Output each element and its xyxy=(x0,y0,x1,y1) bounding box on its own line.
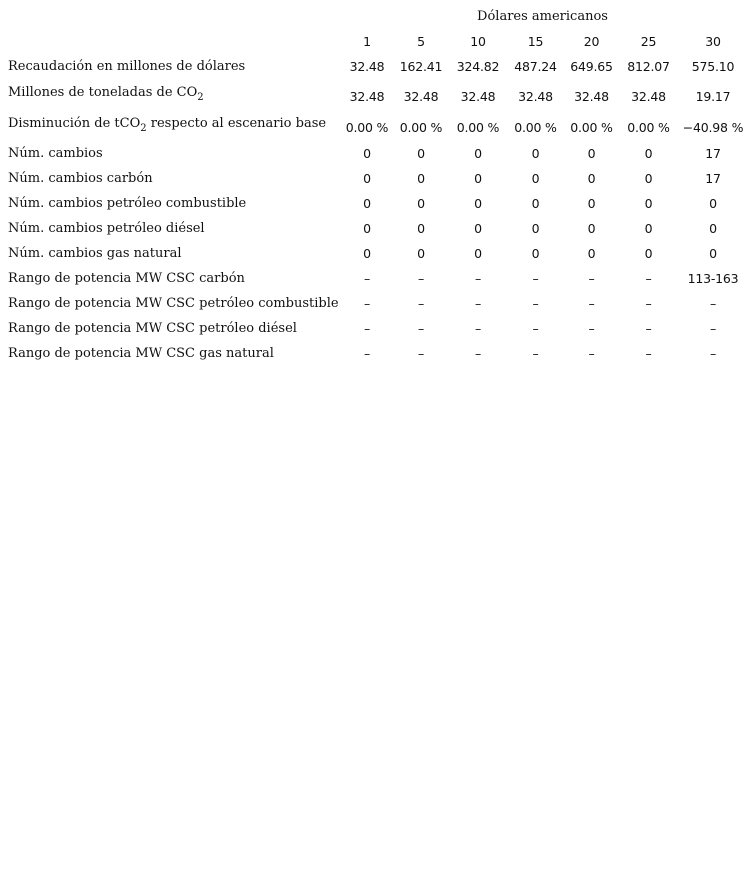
table-cell: – xyxy=(474,346,482,361)
table-cell: 17 xyxy=(705,171,721,186)
table-row-rango-potencia-gas-natural xyxy=(0,345,752,370)
table-row-rango-potencia-carbon xyxy=(0,270,752,295)
row-label: Núm. cambios carbón xyxy=(8,171,153,186)
table-cell: – xyxy=(709,296,717,311)
table-cell: 0.00 % xyxy=(399,120,443,135)
table-cell: 0 xyxy=(587,171,596,186)
table-cell: – xyxy=(645,346,652,361)
table-cell: 32.48 xyxy=(631,89,666,104)
column-header: 1 xyxy=(363,34,371,49)
table-cell: 0.00 % xyxy=(627,120,670,135)
table-cell: – xyxy=(417,271,425,286)
table-cell: 0 xyxy=(363,171,371,186)
table-row-num-cambios-petroleo-diesel xyxy=(0,220,752,245)
column-header: 25 xyxy=(640,34,657,49)
table-cell: 0 xyxy=(474,196,482,211)
table-cell: 0.00 % xyxy=(345,120,389,135)
table-cell: 0 xyxy=(363,221,371,236)
column-header: 15 xyxy=(527,34,544,49)
table-cell: – xyxy=(532,321,539,336)
table-cell: 649.65 xyxy=(570,59,613,74)
table-row-recaudacion xyxy=(0,58,752,83)
table-cell: – xyxy=(417,346,425,361)
table-cell: – xyxy=(417,296,425,311)
table-cell: – xyxy=(474,271,482,286)
table-row-rango-potencia-petroleo-combustible xyxy=(0,295,752,320)
table-cell: 17 xyxy=(705,146,721,161)
table-row-rango-potencia-petroleo-diesel xyxy=(0,320,752,345)
table-cell: – xyxy=(588,271,595,286)
table-cell: 0 xyxy=(474,246,482,261)
table-row-num-cambios-gas-natural xyxy=(0,245,752,270)
table-cell: 0 xyxy=(531,196,540,211)
column-header: 10 xyxy=(470,34,486,49)
table-cell: 0 xyxy=(709,246,717,261)
table-cell: – xyxy=(645,296,652,311)
table-cell: 0.00 % xyxy=(514,120,557,135)
row-label: Núm. cambios xyxy=(8,146,103,161)
table-cell: – xyxy=(363,321,371,336)
table-cell: 487.24 xyxy=(514,59,557,74)
table-cell: 324.82 xyxy=(456,59,500,74)
table-cell: 0 xyxy=(709,221,717,236)
table-cell: 0 xyxy=(417,221,425,236)
table-cell: – xyxy=(709,346,717,361)
table-cell: 0 xyxy=(587,246,596,261)
table-cell: 0 xyxy=(644,246,653,261)
table-cell: 0 xyxy=(363,246,371,261)
table-cell: – xyxy=(363,271,371,286)
table-row-num-cambios xyxy=(0,145,752,170)
table-cell: 32.48 xyxy=(574,89,609,104)
table-cell: 0.00 % xyxy=(456,120,500,135)
table-cell: 0 xyxy=(474,171,482,186)
table-cell: 0 xyxy=(644,146,653,161)
table-cell: 0 xyxy=(531,146,540,161)
row-label: Recaudación en millones de dólares xyxy=(8,59,246,74)
table-row-toneladas-co2 xyxy=(0,84,752,109)
table-cell: – xyxy=(474,321,482,336)
table-cell: 0 xyxy=(587,196,596,211)
table-row-num-cambios-petroleo-combustible xyxy=(0,195,752,220)
table-cell: 162.41 xyxy=(399,59,443,74)
row-label: Núm. cambios petróleo diésel xyxy=(8,221,205,236)
table-cell: 0 xyxy=(531,171,540,186)
row-label: Núm. cambios petróleo combustible xyxy=(8,196,247,211)
table-cell: 0 xyxy=(531,246,540,261)
table-cell: 0 xyxy=(709,196,717,211)
table-cell: 575.10 xyxy=(691,59,735,74)
table-cell: 0 xyxy=(417,146,425,161)
table-cell: −40.98 % xyxy=(682,120,744,135)
table-cell: – xyxy=(588,296,595,311)
table-cell: 32.48 xyxy=(460,89,496,104)
table-row-disminucion-tco2 xyxy=(0,115,752,140)
row-label: Núm. cambios gas natural xyxy=(8,246,182,261)
table-cell: 0 xyxy=(587,221,596,236)
column-header: 20 xyxy=(583,34,600,49)
table-cell: 0 xyxy=(644,221,653,236)
group-header-usd: Dólares americanos xyxy=(477,9,608,24)
row-label: Rango de potencia MW CSC petróleo diésel xyxy=(8,321,297,336)
column-header-row xyxy=(0,33,752,58)
table-cell: 0 xyxy=(363,146,371,161)
table-cell: – xyxy=(532,296,539,311)
table-cell: 113-163 xyxy=(687,271,739,286)
table-cell: – xyxy=(363,346,371,361)
table-cell: 32.48 xyxy=(349,89,385,104)
table-cell: 0 xyxy=(417,246,425,261)
table-cell: – xyxy=(709,321,717,336)
column-header: 30 xyxy=(705,34,721,49)
table-row-num-cambios-carbon xyxy=(0,170,752,195)
table-cell: 0 xyxy=(417,196,425,211)
table-cell: 0.00 % xyxy=(570,120,613,135)
table-cell: – xyxy=(363,296,371,311)
table-cell: 32.48 xyxy=(349,59,385,74)
table-cell: – xyxy=(532,271,539,286)
row-label: Rango de potencia MW CSC carbón xyxy=(8,271,245,286)
table-cell: 32.48 xyxy=(518,89,553,104)
row-label: Millones de toneladas de $CO_2$ xyxy=(8,85,204,103)
table-cell: 19.17 xyxy=(695,89,731,104)
row-label: Rango de potencia MW CSC gas natural xyxy=(8,346,274,361)
table-cell: – xyxy=(474,296,482,311)
table-cell: 0 xyxy=(531,221,540,236)
table-cell: – xyxy=(645,271,652,286)
table-cell: – xyxy=(417,321,425,336)
table-cell: 32.48 xyxy=(403,89,439,104)
table-cell: – xyxy=(645,321,652,336)
table-cell: 0 xyxy=(587,146,596,161)
table-cell: 0 xyxy=(474,221,482,236)
table-cell: 0 xyxy=(363,196,371,211)
table-cell: 0 xyxy=(644,171,653,186)
table-cell: 0 xyxy=(474,146,482,161)
table-cell: 812.07 xyxy=(627,59,670,74)
table-cell: – xyxy=(588,321,595,336)
column-header: 5 xyxy=(417,34,425,49)
table-cell: 0 xyxy=(417,171,425,186)
row-label: Rango de potencia MW CSC petróleo combustible xyxy=(8,296,339,311)
table-cell: – xyxy=(532,346,539,361)
table-cell: 0 xyxy=(644,196,653,211)
row-label: Disminución de tCO$_2$ respecto al escenario base xyxy=(8,116,327,134)
table-cell: – xyxy=(588,346,595,361)
